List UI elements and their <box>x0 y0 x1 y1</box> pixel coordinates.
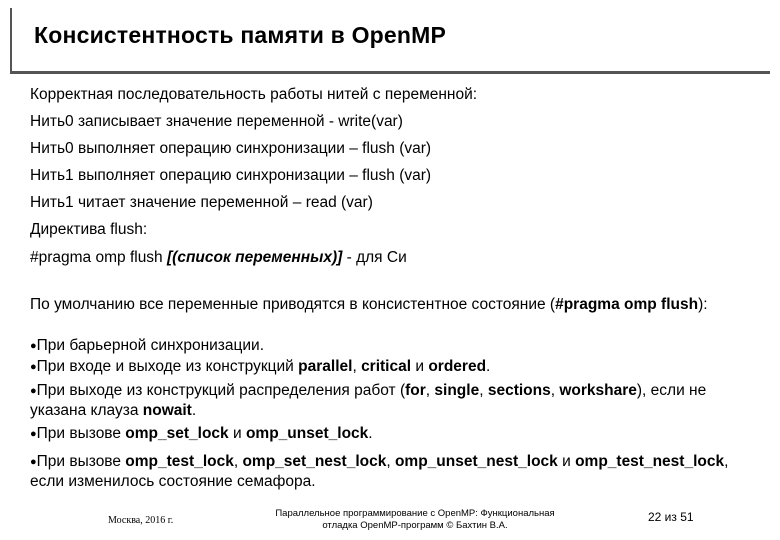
bullet-text: , <box>352 358 362 375</box>
keyword: nowait <box>142 402 192 419</box>
footer-date: Москва, 2016 г. <box>108 515 174 526</box>
keyword: workshare <box>559 382 637 399</box>
title-bar <box>10 8 770 74</box>
bullet-text: , <box>425 382 435 399</box>
keyword: omp_unset_lock <box>245 425 369 442</box>
keyword: parallel <box>298 358 353 375</box>
default-paragraph <box>30 296 750 313</box>
bullet-marker: ● <box>30 340 37 352</box>
text-line-4: Нить1 выполняет операцию синхронизации – flush (var) <box>30 167 432 184</box>
bullet-text: . <box>368 425 373 442</box>
footer-course-line-2: отладка OpenMP-программ © Бахтин В.А. <box>322 520 508 531</box>
keyword: omp_test_nest_lock <box>575 453 725 470</box>
bullet-text: , <box>550 382 560 399</box>
keyword: omp_test_lock <box>125 453 234 470</box>
default-text-end: ): <box>698 296 708 313</box>
bullet-marker: ● <box>30 361 37 373</box>
pragma-prefix: #pragma omp flush <box>30 249 167 266</box>
keyword: omp_set_nest_lock <box>242 453 387 470</box>
text-line-6: Директива flush: <box>30 221 148 238</box>
bullet-text: , <box>386 453 395 470</box>
keyword: omp_unset_nest_lock <box>394 453 558 470</box>
keyword: single <box>434 382 480 399</box>
default-code: #pragma omp flush <box>555 296 699 313</box>
bullet-text: При входе и выходе из конструкций <box>36 358 299 375</box>
pragma-line <box>30 249 407 267</box>
bullet-5 <box>30 452 750 492</box>
text-line-3: Нить0 выполняет операцию синхронизации – flush (var) <box>30 140 432 157</box>
bullet-text: , если изменилось состояние семафора. <box>30 453 729 490</box>
bullet-text: . <box>191 402 197 419</box>
bullet-3 <box>30 381 750 420</box>
bullet-marker: ● <box>30 428 37 440</box>
text-line-5: Нить1 читает значение переменной – read (var) <box>30 194 373 211</box>
bullet-4 <box>30 425 750 443</box>
bullet-marker: ● <box>30 385 37 397</box>
bullet-text: При вызове <box>36 425 126 442</box>
pragma-list: [(список переменных)] <box>167 249 343 266</box>
text-line-2: Нить0 записывает значение переменной - write(var) <box>30 113 403 130</box>
footer-course-line-1: Параллельное программирование с OpenMP: Функциональная <box>275 508 555 519</box>
keyword: ordered <box>428 358 487 375</box>
bullet-text: При выходе из конструкций распределения работ ( <box>36 382 406 399</box>
bullet-text: . <box>486 358 491 375</box>
keyword: for <box>405 382 426 399</box>
bullet-text: , <box>233 453 243 470</box>
slide-title: Консистентность памяти в OpenMP <box>34 22 447 48</box>
bullet-text: и <box>557 453 576 470</box>
bullet-2 <box>30 358 750 376</box>
pragma-suffix: - для Си <box>342 249 407 266</box>
footer-course <box>240 508 590 532</box>
bullet-text: ), если не указана клауза <box>30 382 707 419</box>
text-line-1: Корректная последовательность работы нитей с переменной: <box>30 86 478 103</box>
bullet-1 <box>30 337 750 355</box>
page-number: 22 из 51 <box>648 510 694 524</box>
bullet-text: При барьерной синхронизации. <box>36 337 265 354</box>
bullet-text: и <box>228 425 246 442</box>
bullet-marker: ● <box>30 456 37 468</box>
keyword: critical <box>361 358 412 375</box>
keyword: omp_set_lock <box>125 425 229 442</box>
default-text: По умолчанию все переменные приводятся в консистентное состояние ( <box>30 296 556 313</box>
keyword: sections <box>487 382 551 399</box>
bullet-text: При вызове <box>36 453 126 470</box>
bullet-text: и <box>411 358 429 375</box>
bullet-text: , <box>479 382 488 399</box>
